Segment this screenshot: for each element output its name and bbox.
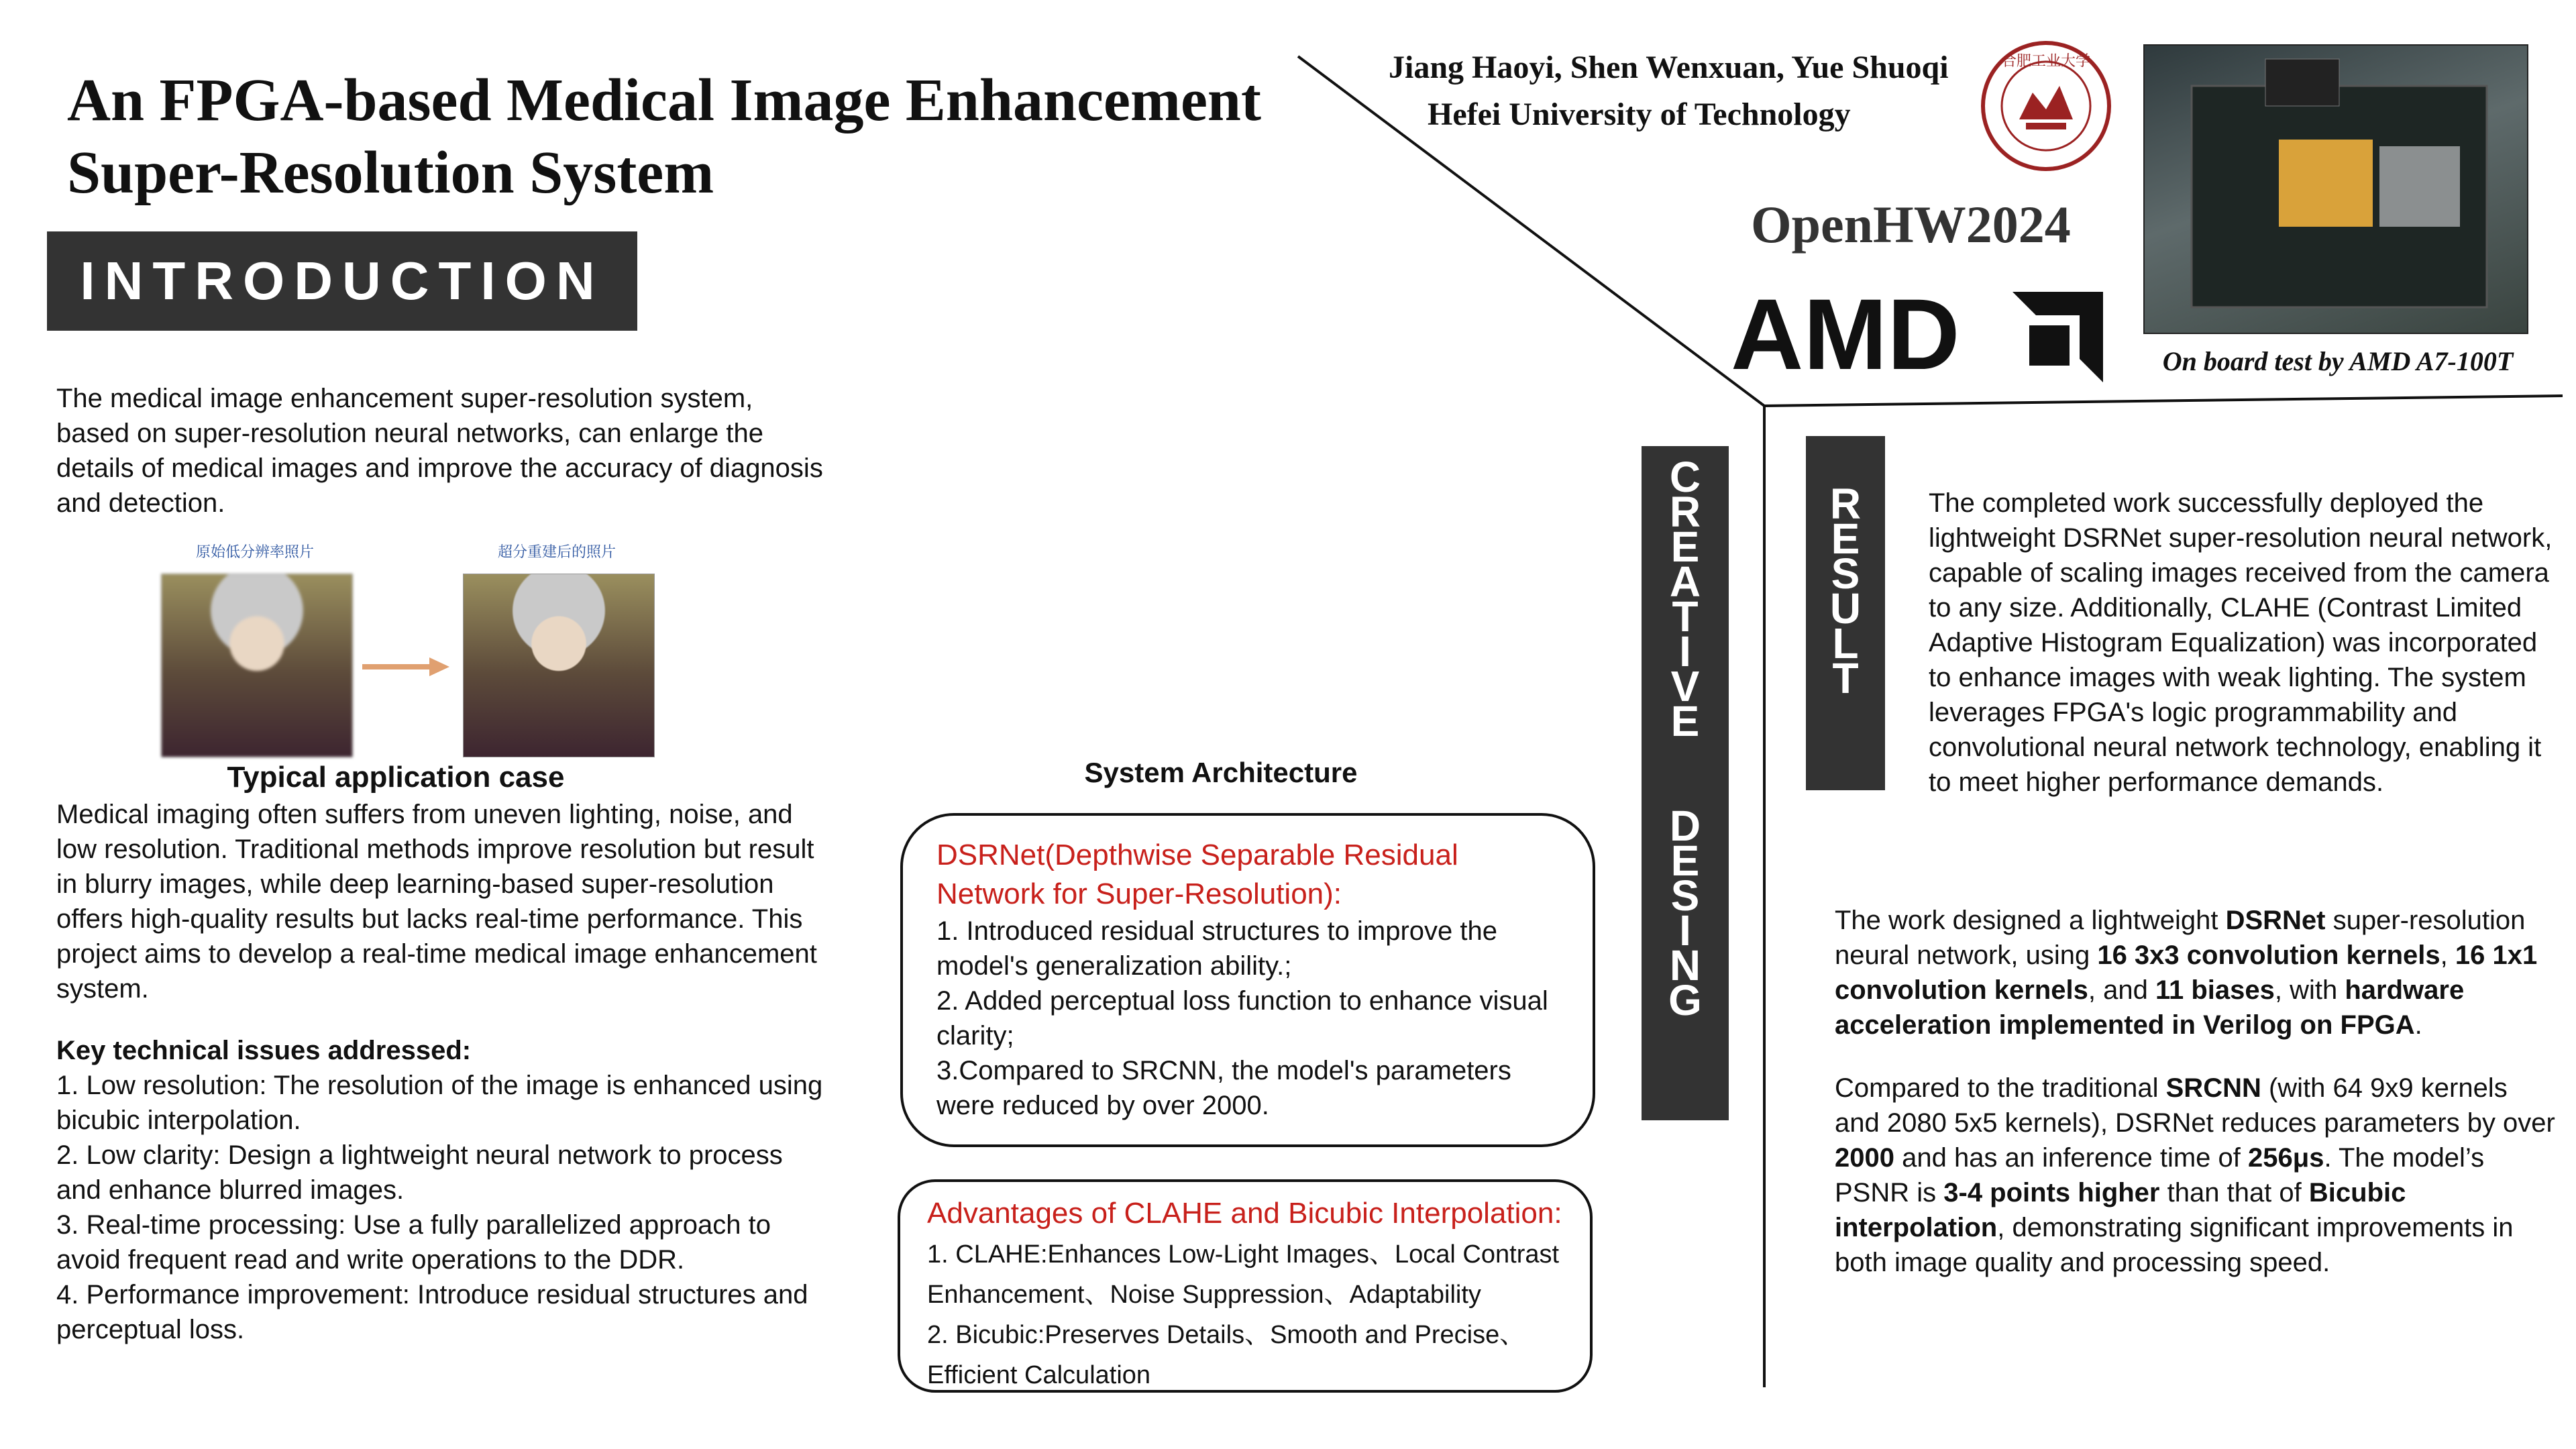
fpga-board-photo	[2143, 44, 2528, 334]
key-issues-title: Key technical issues addressed:	[56, 1036, 472, 1065]
bold-span: SRCNN	[2165, 1073, 2261, 1103]
creative-letter: G	[1668, 976, 1702, 1024]
amd-arrow-icon	[2012, 292, 2103, 382]
text-span: and has an inference time of	[1894, 1143, 2248, 1173]
clahe-bicubic-title: Advantages of CLAHE and Bicubic Interpolation:	[927, 1197, 1562, 1230]
creative-letter: S	[1670, 871, 1700, 920]
result-paragraph-1: The completed work successfully deployed the lightweight DSRNet super-resolution neural network, capable of scaling images received from the camera to any size. Additionally, CLAHE (Contrast Limited Adaptive Histogram Equalization) was incorporated to enhance images with weak lighting. The system leverages FPGA's logic programmability and convolutional neural network technology, enabling it to meet higher performance demands.	[1929, 488, 2553, 797]
author-block	[1389, 44, 1979, 138]
creative-letter: I	[1679, 906, 1691, 955]
title-line-1: An FPGA-based Medical Image Enhancement	[67, 67, 1261, 133]
text-span: The work designed a lightweight	[1835, 906, 2226, 935]
dsrnet-box	[900, 813, 1595, 1147]
clahe-item: 1. CLAHE:Enhances Low-Light Images、Local Contrast Enhancement、Noise Suppression、Adaptability	[927, 1240, 1560, 1309]
result-letter: S	[1831, 549, 1860, 598]
result-letter: U	[1829, 584, 1862, 633]
low-res-caption: 原始低分辨率照片	[195, 544, 314, 561]
low-resolution-photo	[161, 574, 353, 757]
creative-letter: E	[1670, 697, 1700, 745]
text-span: super-resolution neural network, using	[1835, 906, 2526, 970]
board-caption: On board test by AMD A7-100T	[2162, 346, 2514, 376]
creative-letter: N	[1669, 941, 1701, 989]
dsrnet-title: DSRNet(Depthwise Separable Residual Network for Super-Resolution):	[936, 839, 1458, 910]
dsrnet-item: 3.Compared to SRCNN, the model's parameters were reduced by over 2000.	[936, 1056, 1511, 1120]
creative-letter: C	[1669, 453, 1701, 501]
amd-logo-text: AMD	[1731, 282, 1960, 382]
right-arrow-icon	[362, 657, 449, 676]
creative-letter: R	[1669, 488, 1701, 536]
bold-span: 3-4 points higher	[1943, 1178, 2160, 1208]
poster-title	[67, 64, 1395, 209]
svg-text:合肥工业大学: 合肥工业大学	[2001, 53, 2091, 70]
introduction-heading: INTRODUCTION	[47, 231, 637, 331]
super-res-caption: 超分重建后的照片	[497, 544, 616, 561]
key-issue-item: 1. Low resolution: The resolution of the image is enhanced using bicubic interpolation.	[56, 1071, 823, 1135]
clahe-bicubic-box	[898, 1179, 1593, 1393]
text-span: than that of	[2159, 1178, 2309, 1208]
text-span: , demonstrating significant improvements in both image quality and processing speed.	[1835, 1213, 2514, 1277]
bold-span: Bicubic interpolation	[1835, 1178, 2406, 1242]
key-issues-list	[56, 1068, 835, 1347]
dsrnet-item: 1. Introduced residual structures to improve the model's generalization ability.;	[936, 916, 1497, 981]
text-span: , and	[2088, 975, 2155, 1005]
bold-span: DSRNet	[2225, 906, 2326, 935]
result-letter: L	[1832, 619, 1859, 667]
result-letter: R	[1829, 480, 1862, 528]
result-letter: E	[1831, 515, 1860, 563]
university-seal-logo	[1979, 39, 2113, 173]
text-span: . The model’s PSNR is	[1835, 1143, 2485, 1208]
creative-letter: D	[1669, 802, 1701, 850]
creative-gap	[1642, 739, 1729, 808]
application-caption: Typical application case	[227, 761, 565, 794]
bold-span: 2000	[1835, 1143, 1894, 1173]
creative-letter: A	[1669, 557, 1701, 606]
result-letter: T	[1832, 654, 1859, 702]
amd-logo	[1731, 282, 2106, 382]
text-span: , with	[2274, 975, 2345, 1005]
key-issue-item: 2. Low clarity: Design a lightweight neural network to process and enhance blurred images.	[56, 1140, 783, 1205]
bold-span: 16 1x1 convolution kernels	[1835, 941, 2538, 1005]
creative-letter: T	[1672, 592, 1699, 641]
result-banner	[1806, 436, 1885, 790]
dsrnet-item: 2. Added perceptual loss function to enhance visual clarity;	[936, 986, 1548, 1051]
intro-paragraph-2: Medical imaging often suffers from uneven lighting, noise, and low resolution. Traditional methods improve resolution but result in blurry images, while deep learning-based super-resolution offers high-quality results but lacks real-time performance. This project aims to develop a real-time medical image enhancement system.	[56, 800, 817, 1004]
result-paragraph-3	[1835, 1071, 2556, 1280]
text-span: ,	[2440, 941, 2455, 970]
system-architecture-title: System Architecture	[1084, 757, 1358, 788]
bold-span: 256μs	[2247, 1143, 2324, 1173]
creative-design-banner	[1642, 446, 1729, 1120]
intro-paragraph-1: The medical image enhancement super-resolution system, based on super-resolution neural networks, can enlarge the details of medical images and improve the accuracy of diagnosis and detection.	[56, 384, 823, 518]
bicubic-item: 2. Bicubic:Preserves Details、Smooth and Precise、Efficient Calculation	[927, 1321, 1525, 1389]
creative-letter: E	[1670, 837, 1700, 885]
bold-span: hardware acceleration implemented in Verilog on FPGA	[1835, 975, 2465, 1040]
bold-span: 11 biases	[2155, 975, 2275, 1005]
super-resolution-photo	[463, 574, 655, 757]
text-span: .	[2414, 1010, 2422, 1040]
result-paragraph-2	[1835, 903, 2556, 1042]
event-name: OpenHW2024	[1751, 195, 2071, 254]
title-line-2: Super-Resolution System	[67, 140, 714, 206]
bold-span: 16 3x3 convolution kernels	[2097, 941, 2440, 970]
key-issue-item: 3. Real-time processing: Use a fully parallelized approach to avoid frequent read and write operations to the DDR.	[56, 1210, 771, 1275]
authors: Jiang Haoyi, Shen Wenxuan, Yue Shuoqi	[1389, 50, 1949, 85]
key-issue-item: 4. Performance improvement: Introduce residual structures and perceptual loss.	[56, 1280, 808, 1344]
text-span: (with 64 9x9 kernels and 2080 5x5 kernels), DSRNet reduces parameters by over	[1835, 1073, 2555, 1138]
creative-letter: V	[1670, 662, 1700, 710]
text-span: Compared to the traditional	[1835, 1073, 2166, 1103]
affiliation: Hefei University of Technology	[1428, 97, 1851, 132]
creative-letter: E	[1670, 523, 1700, 571]
creative-letter: I	[1679, 627, 1691, 676]
horizontal-divider	[1764, 396, 2563, 406]
